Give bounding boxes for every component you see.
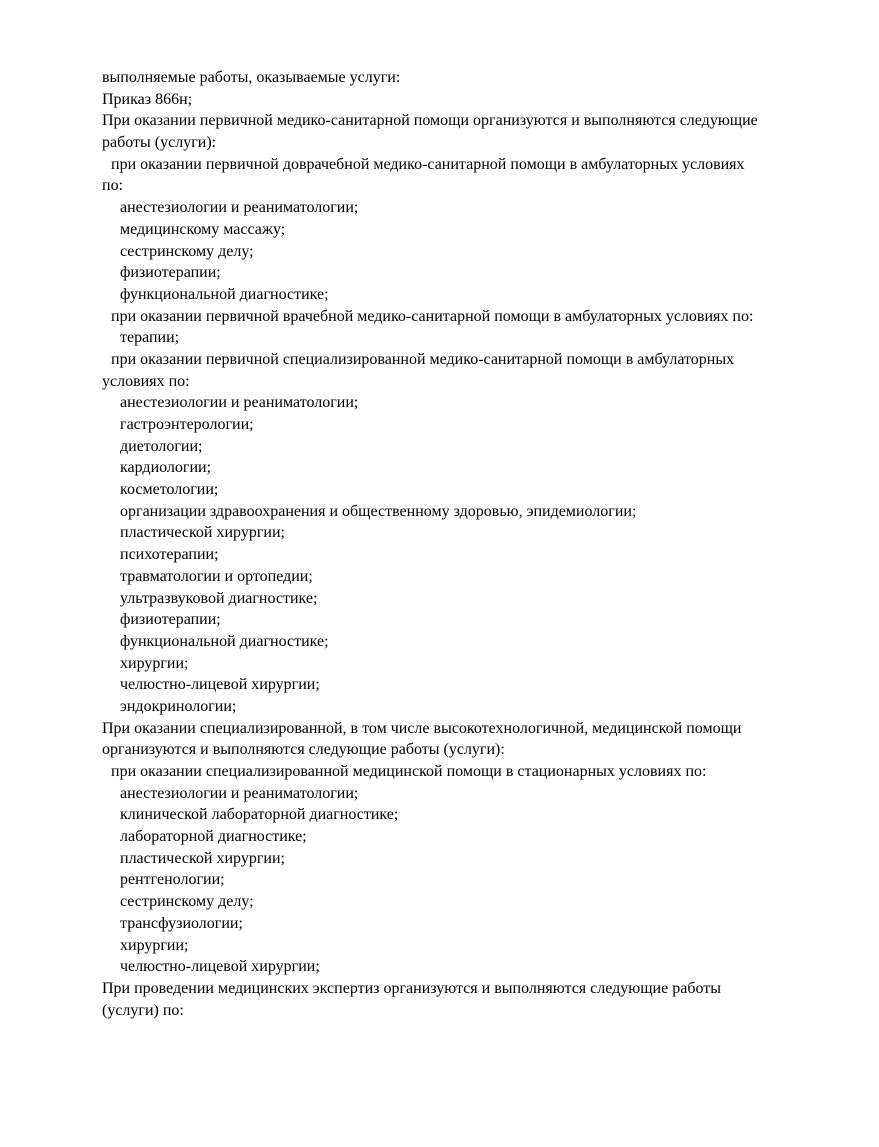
document-line: травматологии и ортопедии; [120,567,313,585]
document-line: пластической хирургии; [120,524,285,542]
document-line: физиотерапии; [120,611,221,629]
document-line: эндокринологии; [120,697,237,715]
document-line: пластической хирургии; [120,849,285,867]
document-line: лабораторной диагностике; [120,828,307,846]
document-line: выполняемые работы, оказываемые услуги: [102,69,401,86]
document-line: при оказании первичной врачебной медико-санитарной помощи в амбулаторных условиях по: [111,307,754,325]
document-line: анестезиологии и реаниматологии; [120,784,359,802]
document-line: При оказании первичной медико-санитарной помощи организуются и выполняются следующие [102,112,758,130]
document-line: рентгенологии; [120,871,225,889]
document-line: ультразвуковой диагностике; [120,589,318,607]
document-line: хирургии; [120,936,189,954]
document-line: челюстно-лицевой хирургии; [120,958,320,976]
document-line: организации здравоохранения и общественному здоровью, эпидемиологии; [120,502,637,520]
document-line: медицинскому массажу; [120,220,286,238]
document-line: психотерапии; [120,546,219,564]
document-line: работы (услуги): [102,134,217,152]
document-line: кардиологии; [120,459,212,477]
document-line: функциональной диагностике; [120,285,329,303]
document-line: хирургии; [120,654,189,672]
document-line: трансфузиологии; [120,914,243,932]
document-line: челюстно-лицевой хирургии; [120,676,320,694]
document-line: физиотерапии; [120,264,221,282]
document-line: при оказании первичной доврачебной медико-санитарной помощи в амбулаторных условиях [111,155,745,173]
document-body [102,67,842,1021]
document-line: При оказании специализированной, в том числе высокотехнологичной, медицинской помощи [102,719,742,737]
document-line: клинической лабораторной диагностике; [120,806,399,824]
document-line: условиях по: [102,372,190,390]
document-line: косметологии; [120,481,219,499]
document-line: при оказании первичной специализированной медико-санитарной помощи в амбулаторных [111,350,735,368]
document-line: Приказ 866н; [102,90,193,108]
document-line: гастроэнтерологии; [120,416,254,433]
document-line: функциональной диагностике; [120,632,329,650]
document-line: сестринскому делу; [120,242,254,260]
document-line: при оказании специализированной медицинской помощи в стационарных условиях по: [111,763,707,780]
document-line: (услуги) по: [102,1001,184,1019]
document-line: терапии; [120,329,180,347]
document-line: анестезиологии и реаниматологии; [120,394,359,412]
document-line: по: [102,177,124,195]
document-line: организуются и выполняются следующие работы (услуги): [102,741,505,759]
document-line: сестринскому делу; [120,893,254,911]
document-line: анестезиологии и реаниматологии; [120,199,359,217]
document-line: диетологии; [120,437,203,455]
document-line: При проведении медицинских экспертиз организуются и выполняются следующие работы [102,979,721,997]
